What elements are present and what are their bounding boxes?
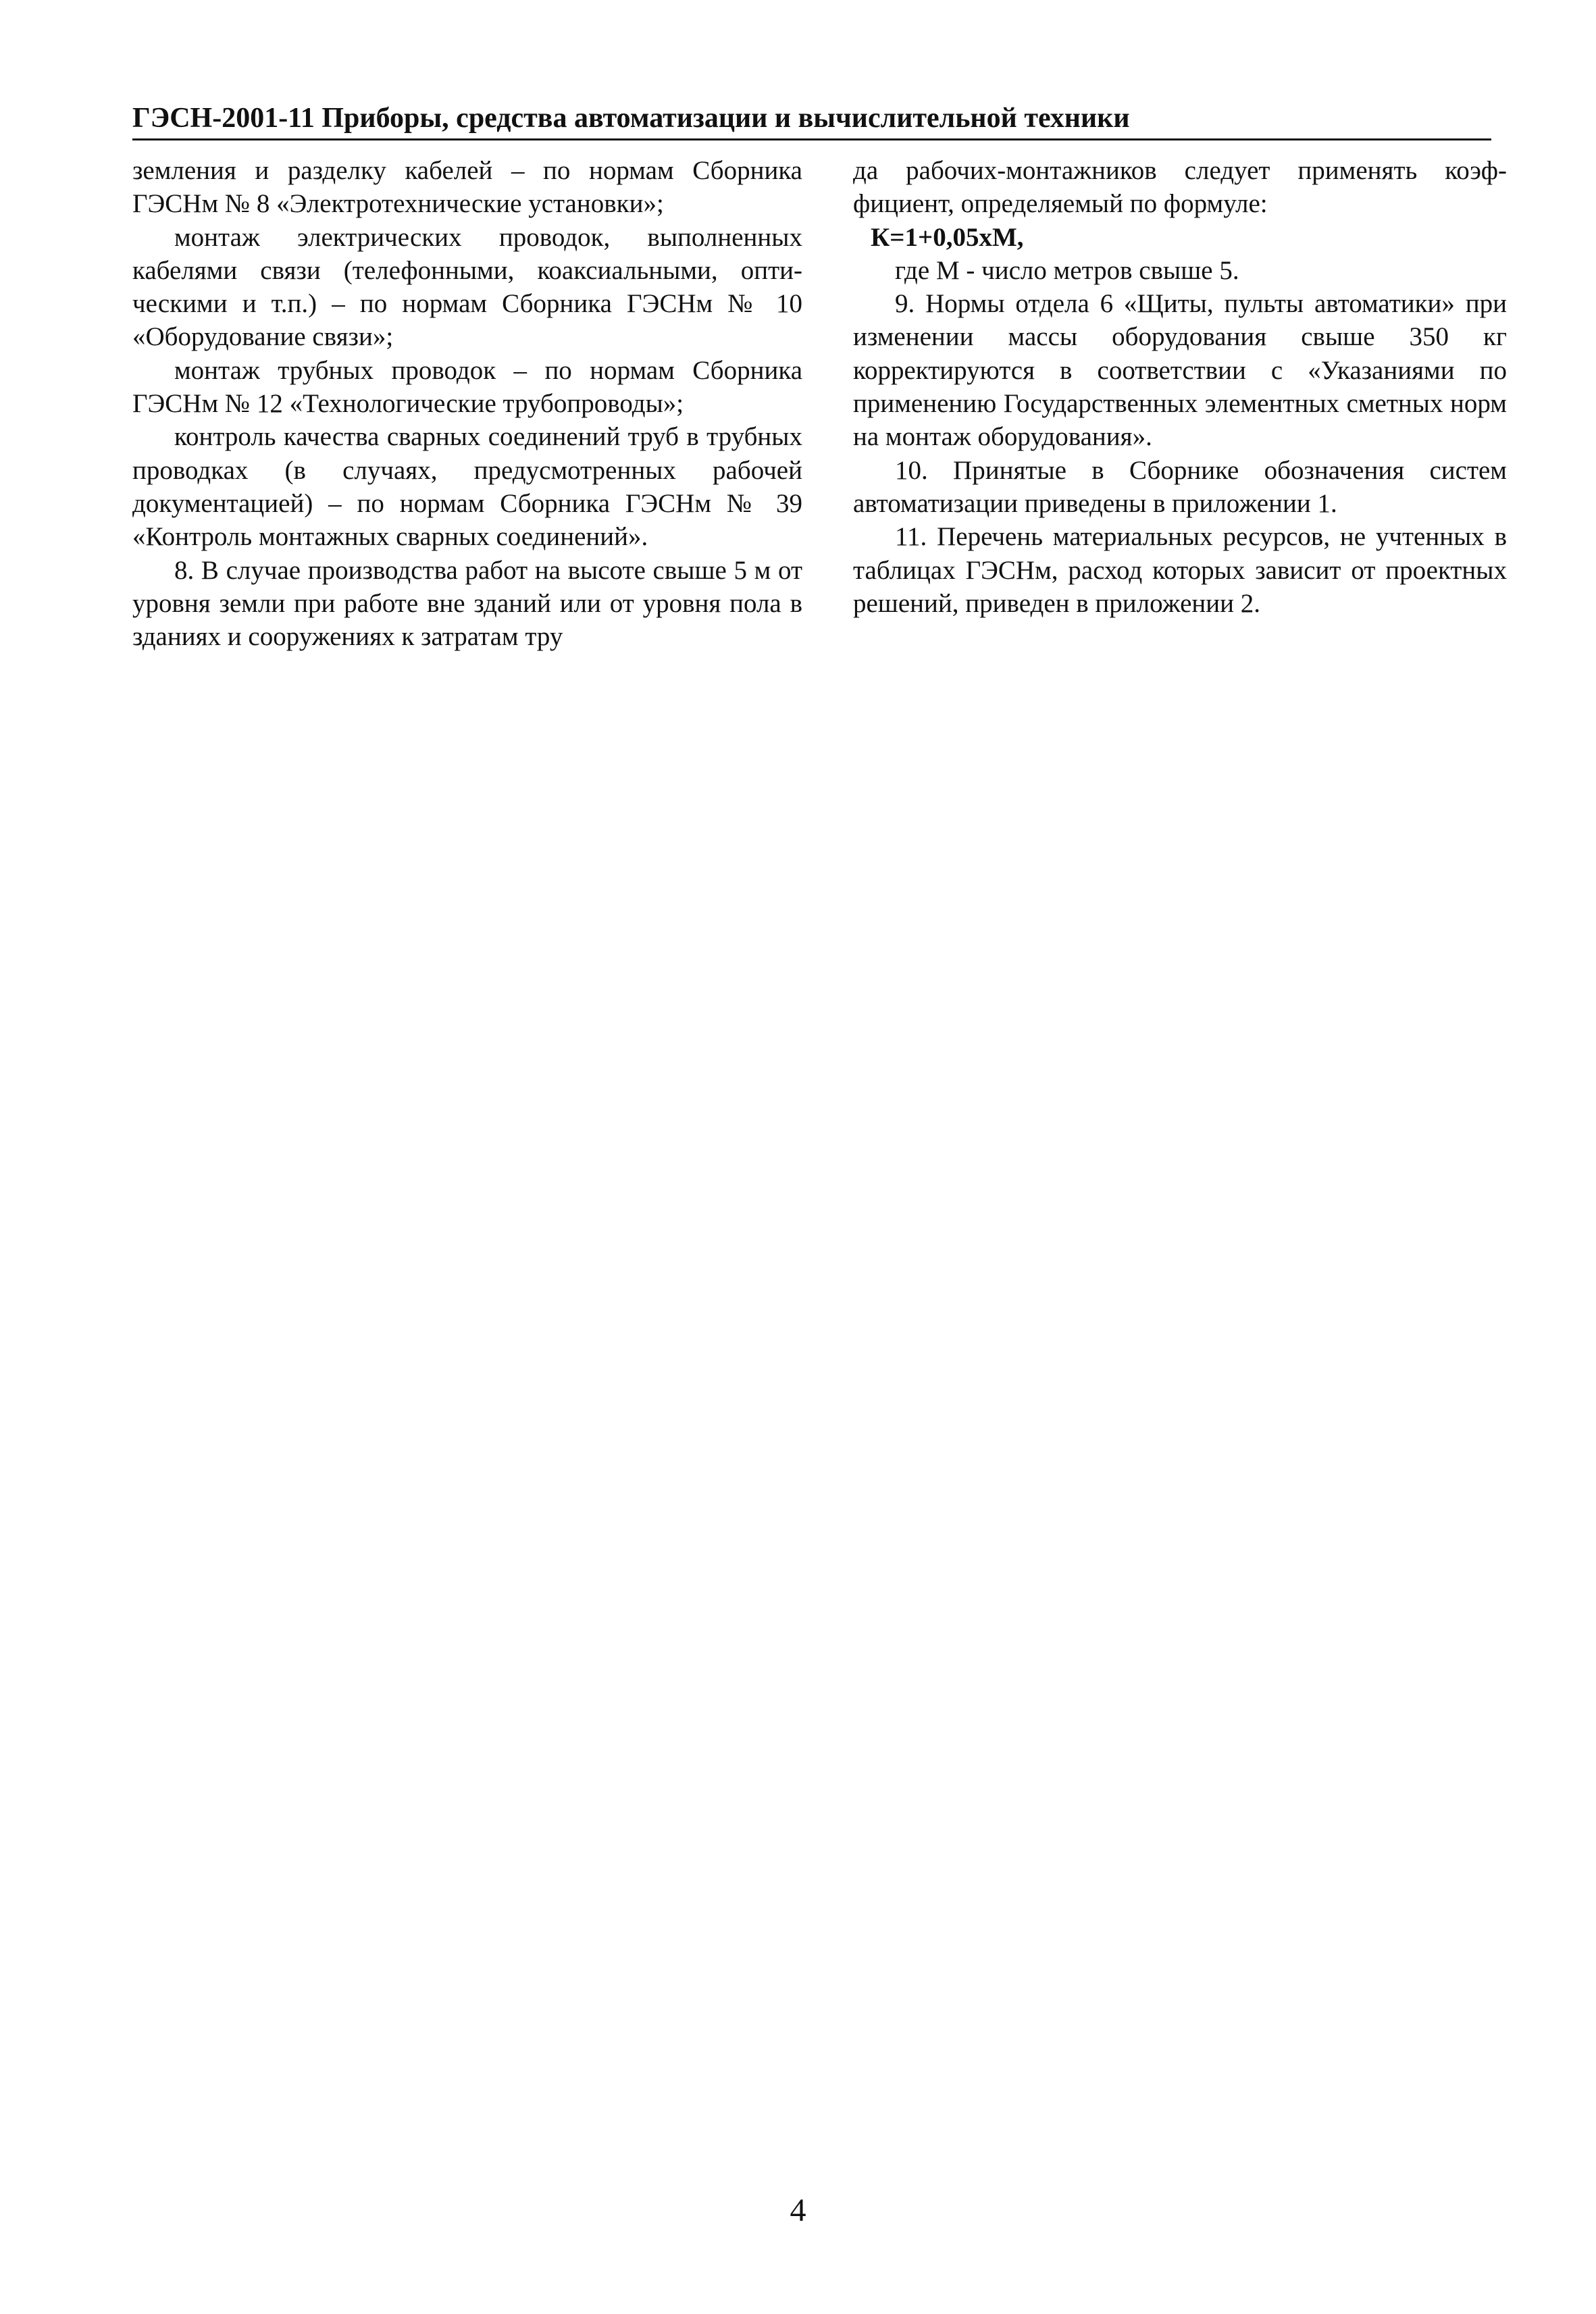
formula: К=1+0,05хМ, <box>871 222 1024 252</box>
paragraph-item-9: 9. Нормы отдела 6 «Щиты, пульты автоматики» при изменении массы оборудования свыше 350 кг корректируются в соответствии с «Указаниями по применению Государственных элементных сметных норм на монтаж оборудования». <box>853 289 1507 452</box>
page-number: 4 <box>790 2192 806 2228</box>
paragraph: 8. В случае производства работ на высоте свыше 5 м от уровня земли при работе вне зданий или от уровня пола в зданиях и сооружениях к затратам тру <box>132 555 802 652</box>
left-column <box>132 154 802 653</box>
paragraph-item-11: 11. Перечень материальных ресурсов, не учтенных в таблицах ГЭСНм, расход которых зависит от проектных решений, приведен в приложении 2. <box>853 522 1507 618</box>
formula-explanation: где М - число метров свыше 5. <box>895 255 1239 285</box>
header-title: ГЭСН-2001-11 Приборы, средства автоматизации и вычислительной техники <box>132 103 1130 134</box>
paragraph-item-10: 10. Принятые в Сборнике обозначения систем автоматизации приведены в приложении 1. <box>853 455 1507 518</box>
right-column <box>853 154 1507 620</box>
paragraph: контроль качества сварных соединений труб в трубных проводках (в случаях, предусмотренных рабочей документацией) – по нормам Сборника ГЭСНм № 39 «Контроль монтажных сварных соединений». <box>132 422 802 552</box>
page-header <box>132 100 1491 140</box>
paragraph: да рабочих-монтажников следует применять коэффициент, определяемый по формуле: <box>853 156 1507 219</box>
paragraph: земления и разделку кабелей – по нормам Сборника ГЭСНм № 8 «Электротехнические установки»; <box>132 156 802 219</box>
paragraph: монтаж электрических проводок, выполненных кабелями связи (телефонными, коаксиальными, оптическими и т.п.) – по нормам Сборника ГЭСНм № 10 «Оборудование связи»; <box>132 222 802 352</box>
paragraph: монтаж трубных проводок – по нормам Сборника ГЭСНм № 12 «Технологические трубопроводы»; <box>132 355 802 419</box>
